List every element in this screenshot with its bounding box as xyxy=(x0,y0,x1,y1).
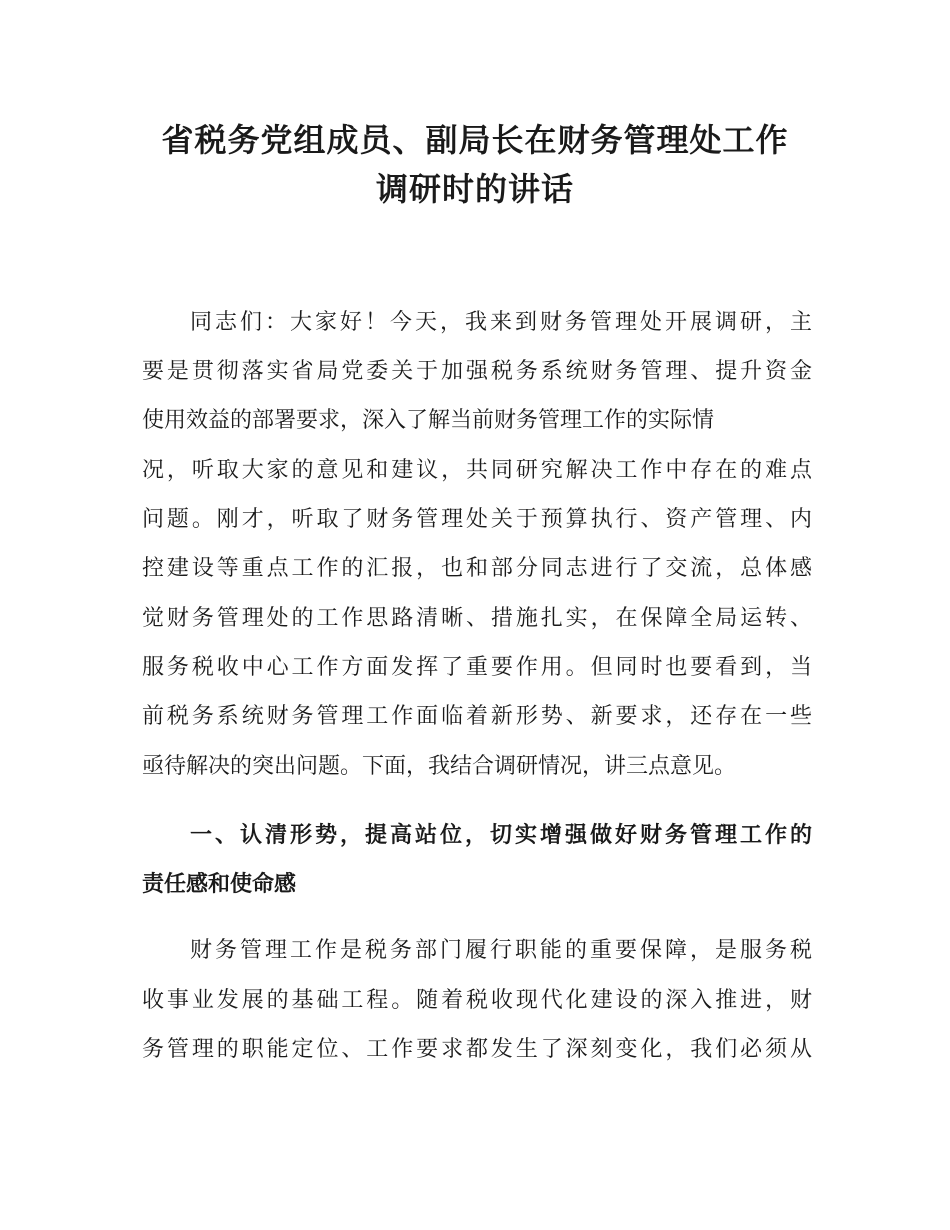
paragraph-1-line: 使用效益的部署要求，深入了解当前财务管理工作的实际情 xyxy=(142,408,715,433)
paragraph-1-line: 控建设等重点工作的汇报，也和部分同志进行了交流，总体感 xyxy=(142,556,812,581)
paragraph-1-line: 觉财务管理处的工作思路清晰、措施扎实，在保障全局运转、 xyxy=(142,606,812,631)
section-heading-1-line: 责任感和使命感 xyxy=(142,872,297,897)
document-title-line-1: 省税务党组成员、副局长在财务管理处工作 xyxy=(161,121,789,159)
section-heading-1-line: 一、认清形势，提高站位，切实增强做好财务管理工作的 xyxy=(190,823,812,848)
paragraph-2-line: 务管理的职能定位、工作要求都发生了深刻变化，我们必须从 xyxy=(142,1037,812,1062)
paragraph-1-line: 况，听取大家的意见和建议，共同研究解决工作中存在的难点 xyxy=(142,458,812,483)
paragraph-1-line: 服务税收中心工作方面发挥了重要作用。但同时也要看到，当 xyxy=(142,655,812,680)
document-title-line-2: 调研时的讲话 xyxy=(375,170,574,208)
paragraph-1-line: 要是贯彻落实省局党委关于加强税务系统财务管理、提升资金 xyxy=(142,359,812,384)
paragraph-2-line: 财务管理工作是税务部门履行职能的重要保障，是服务税 xyxy=(190,938,812,963)
paragraph-1-line: 同志们：大家好！今天，我来到财务管理处开展调研，主 xyxy=(190,310,812,335)
paragraph-1-line: 前税务系统财务管理工作面临着新形势、新要求，还存在一些 xyxy=(142,704,812,729)
paragraph-1-line: 亟待解决的突出问题。下面，我结合调研情况，讲三点意见。 xyxy=(142,754,737,779)
paragraph-2-line: 收事业发展的基础工程。随着税收现代化建设的深入推进，财 xyxy=(142,988,812,1013)
paragraph-1-line: 问题。刚才，听取了财务管理处关于预算执行、资产管理、内 xyxy=(142,507,812,532)
